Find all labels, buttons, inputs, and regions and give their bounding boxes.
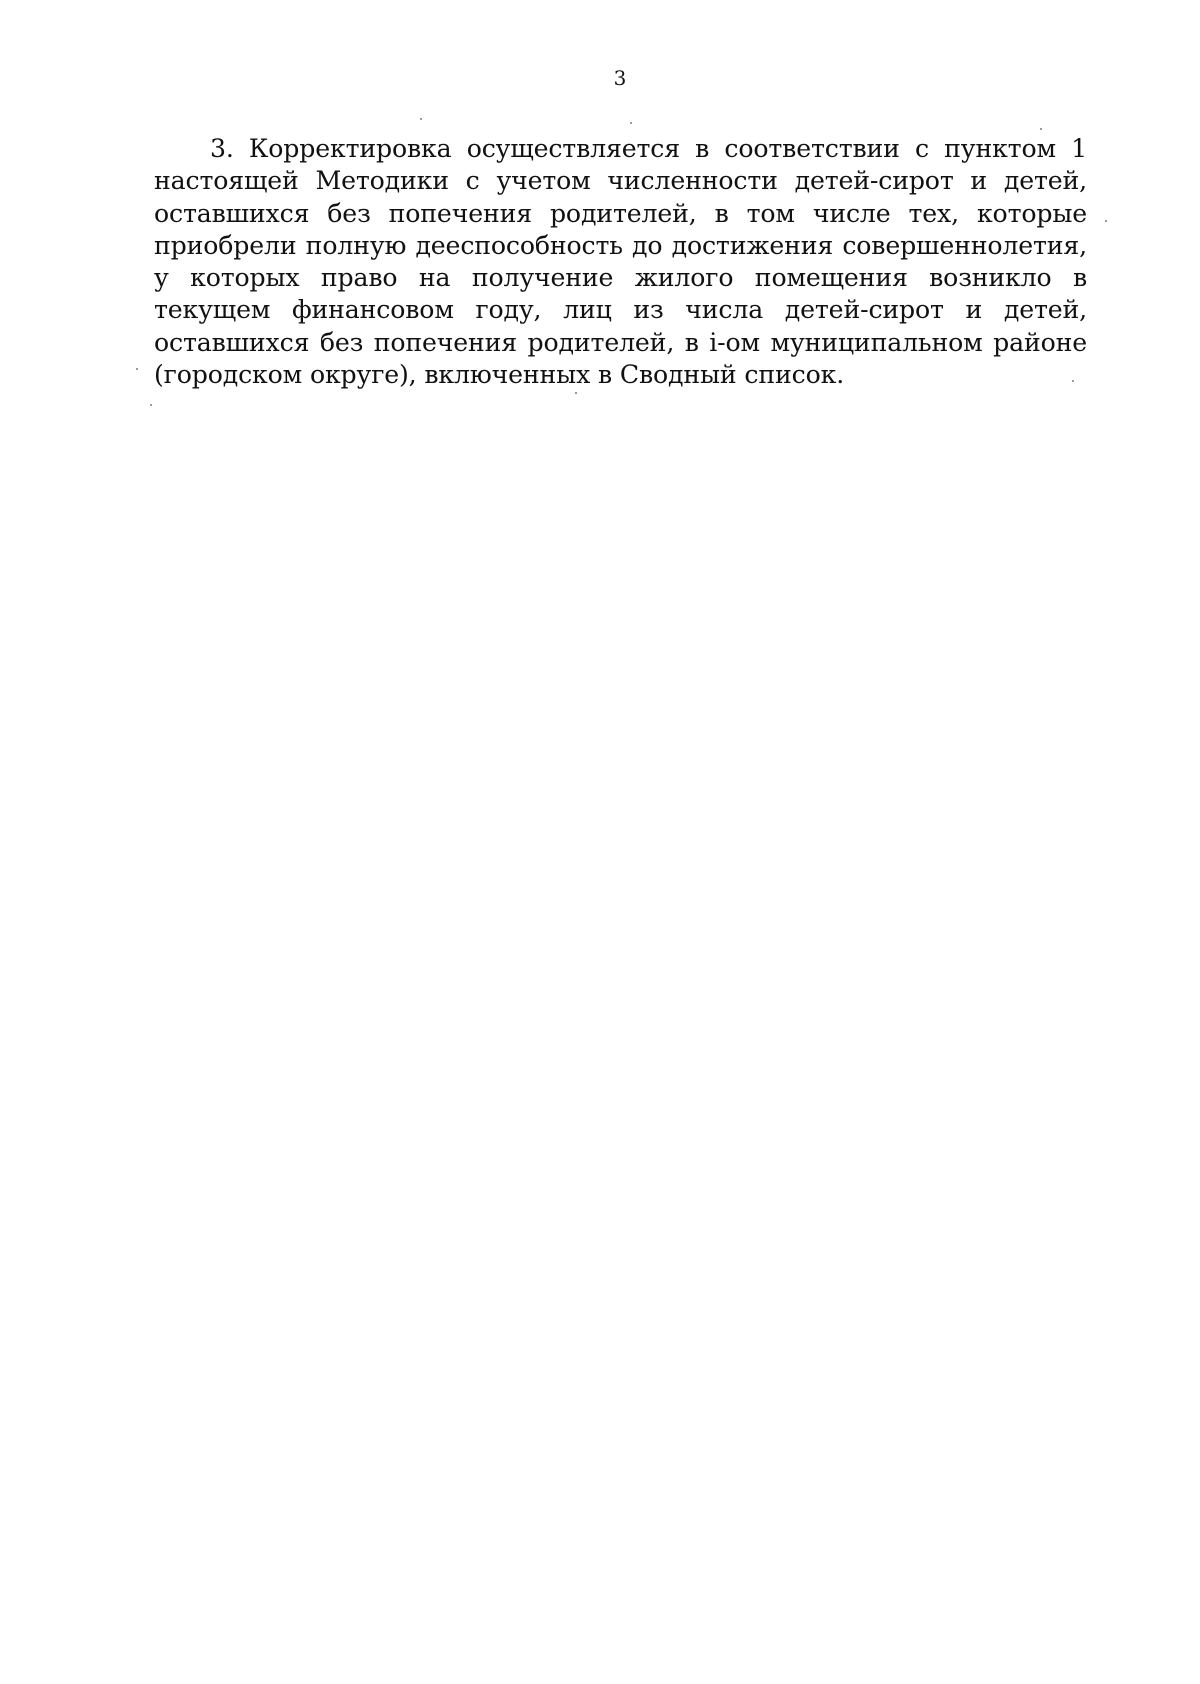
scan-speck: [420, 118, 422, 120]
paragraph-3: 3. Корректировка осуществляется в соответствии с пунктом 1 настоящей Методики с учетом численности детей-сирот и детей, оставшихся без попечения родителей, в том числе тех, которые приобрели полную дееспособность до достижения совершеннолетия, у которых право на получение жилого помещения возникло в текущем финансовом году, лиц из числа детей-сирот и детей, оставшихся без попечения родителей, в i-ом муниципальном районе (городском округе), включенных в Сводный список.: [154, 134, 1087, 390]
scan-speck: [150, 404, 152, 406]
scan-speck: [575, 392, 577, 394]
scan-speck: [1105, 220, 1107, 222]
page-number: 3: [613, 66, 627, 90]
scan-speck: [1040, 128, 1042, 130]
scan-speck: [136, 368, 138, 370]
scan-speck: [1072, 380, 1074, 382]
scan-speck: [630, 122, 632, 124]
